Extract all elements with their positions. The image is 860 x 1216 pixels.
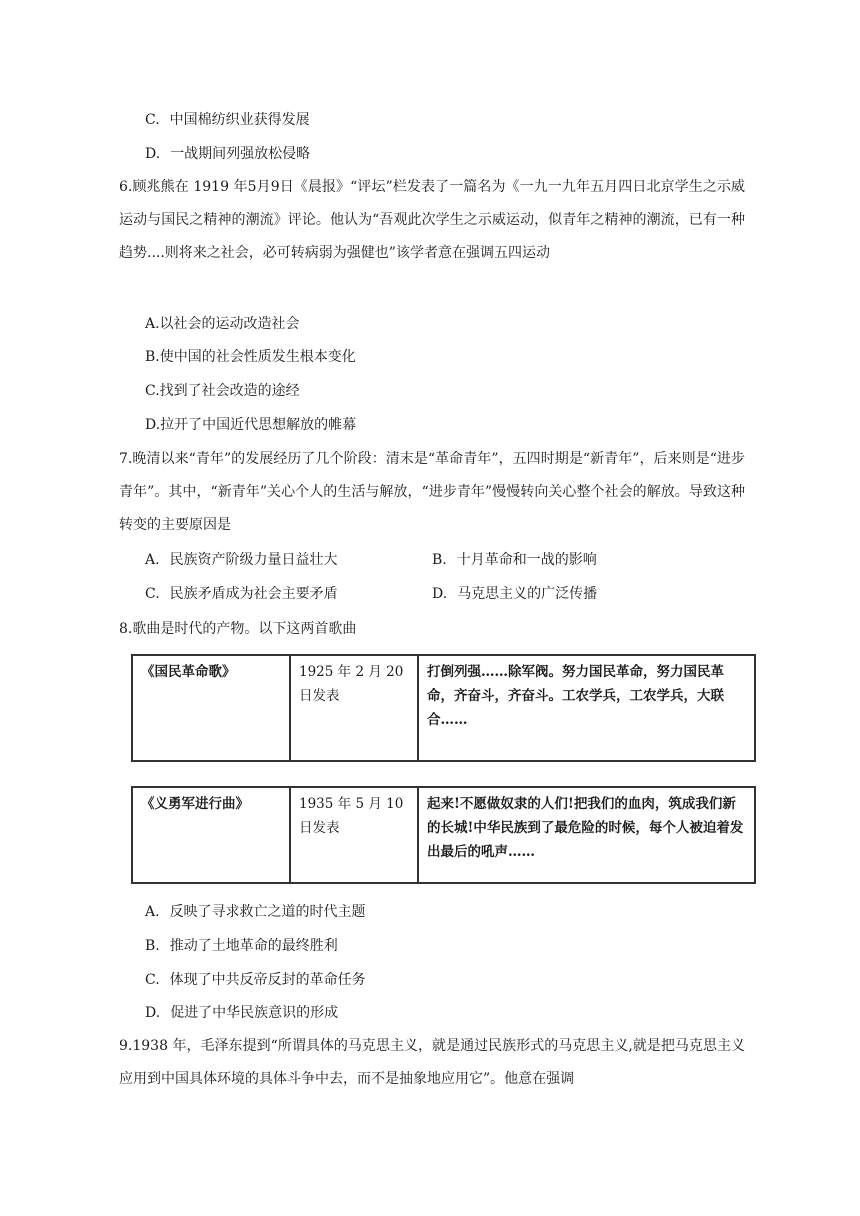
q7-stem: 7.晚清以来“青年”的发展经历了几个阶段：清末是“革命青年”，五四时期是“新青年”，后来则是“进步青年”。其中，“新青年”关心个人的生活与解放，“进步青年”慢慢转向关心整个社会的解放。导致这种转变的主要原因是 (119, 451, 745, 533)
q7-option-d (432, 584, 597, 604)
q5-option-d (145, 144, 310, 164)
q8-option-b (145, 936, 338, 956)
option-label: A. (145, 904, 160, 920)
q6-option-d: D.拉开了中国近代思想解放的帷幕 (145, 417, 357, 433)
song-lyrics: 打倒列强……除军阀。努力国民革命，努力国民革命，齐奋斗，齐奋斗。工农学兵，工农学兵，大联合…… (418, 655, 755, 761)
q6-option-a: A.以社会的运动改造社会 (145, 316, 300, 332)
q8-option-c (145, 970, 366, 990)
q5-option-c (145, 110, 310, 130)
option-text: 反映了寻求救亡之道的时代主题 (169, 904, 366, 920)
table-row (132, 655, 755, 761)
option-label: A. (145, 552, 160, 568)
option-text: 体现了中共反帝反封的革命任务 (169, 972, 366, 988)
q8-option-d (145, 1003, 338, 1023)
option-text: 中国棉纺织业获得发展 (169, 112, 310, 128)
song-table-1 (131, 654, 756, 762)
q6-option-c: C.找到了社会改造的途经 (145, 383, 300, 399)
option-text: 马克思主义的广泛传播 (457, 586, 598, 602)
q7-option-a (145, 550, 338, 570)
option-text: 民族矛盾成为社会主要矛盾 (169, 586, 338, 602)
song-table-2 (131, 786, 756, 884)
song-lyrics: 起来!不愿做奴隶的人们!把我们的血肉，筑成我们新的长城!中华民族到了最危险的时候，每个人被迫着发出最后的吼声…… (418, 787, 755, 883)
q6-option-b: B.使中国的社会性质发生根本变化 (145, 349, 356, 365)
option-text: 十月革命和一战的影响 (456, 552, 597, 568)
option-label: D. (145, 1005, 161, 1021)
option-label: C. (145, 586, 160, 602)
q7-option-c (145, 584, 338, 604)
q8-option-a (145, 902, 366, 922)
q8-stem: 8.歌曲是时代的产物。以下这两首歌曲 (119, 621, 357, 637)
option-label: C. (145, 112, 160, 128)
option-label: C. (145, 972, 160, 988)
song-title: 《义勇军进行曲》 (132, 787, 290, 883)
q6-stem: 6.顾兆熊在 1919 年5月9日《晨报》“评坛”栏发表了一篇名为《一九一九年五月四日北京学生之示威运动与国民之精神的潮流》评论。他认为“吾观此次学生之示威运动，似青年之精神的潮流，已有一种趋势....则将来之社会，必可转病弱为强健也”该学者意在强调五四运动 (119, 179, 745, 261)
song-title: 《国民革命歌》 (132, 655, 290, 761)
option-label: D. (432, 586, 448, 602)
option-text: 推动了土地革命的最终胜利 (169, 938, 338, 954)
option-label: D. (145, 146, 161, 162)
song-date: 1925 年 2 月 20 日发表 (290, 655, 418, 761)
table-row (132, 787, 755, 883)
option-label: B. (432, 552, 447, 568)
option-text: 民族资产阶级力量日益壮大 (169, 552, 338, 568)
option-text: 一战期间列强放松侵略 (170, 146, 311, 162)
q7-option-b (432, 550, 597, 570)
option-text: 促进了中华民族意识的形成 (170, 1005, 339, 1021)
q9-stem: 9.1938 年，毛泽东提到“所谓具体的马克思主义，就是通过民族形式的马克思主义,就是把马克思主义应用到中国具体环境的具体斗争中去，而不是抽象地应用它”。他意在强调 (119, 1038, 745, 1087)
option-label: B. (145, 938, 160, 954)
song-date: 1935 年 5 月 10 日发表 (290, 787, 418, 883)
